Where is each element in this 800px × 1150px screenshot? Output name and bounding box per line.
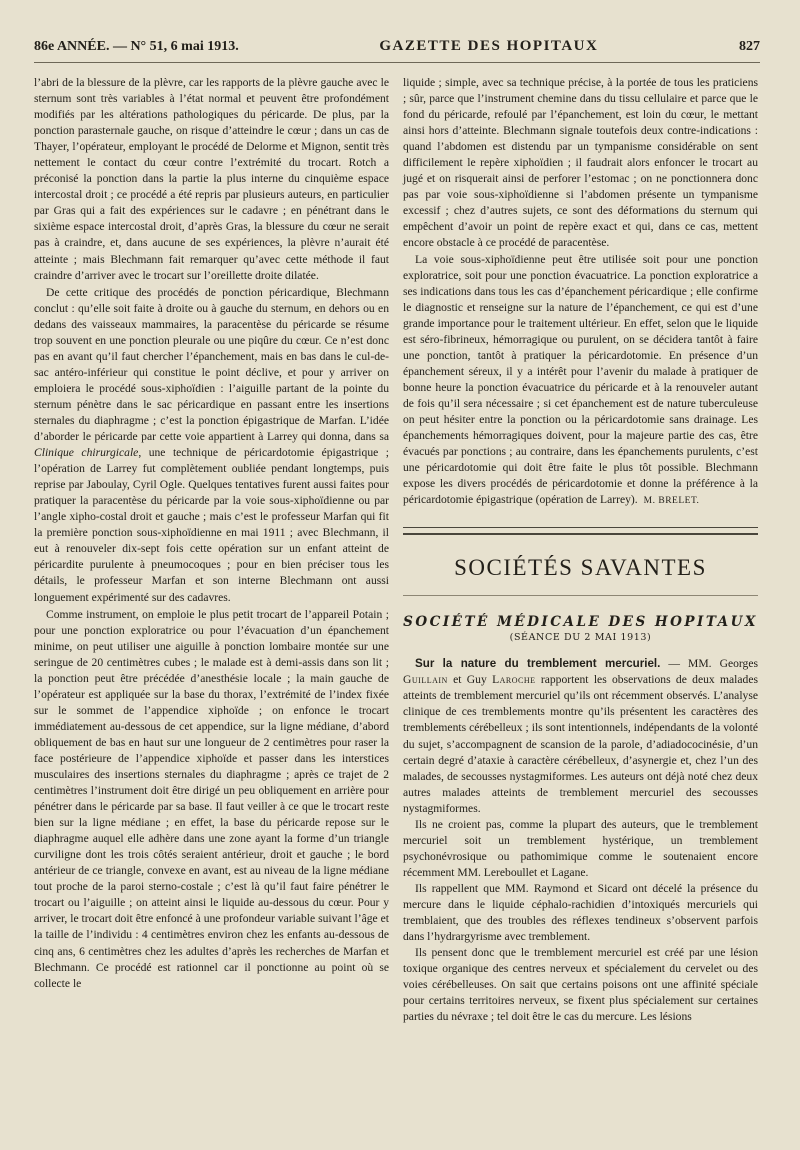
right-column <box>403 75 758 1025</box>
article-heading: Sur la nature du tremblement mercuriel. <box>415 657 661 671</box>
author-name: Laroche <box>492 673 536 687</box>
paragraph: Ils ne croient pas, comme la plupart des auteurs, que le tremblement mercuriel soit un tremblement hystérique, un tremblement psychonévrosique ou pathomimique comme le soutenaient encore récemment MM. Lereboullet et Lagane. <box>403 817 758 879</box>
author-signature: M. BRELET. <box>643 496 700 507</box>
left-column <box>34 75 389 1025</box>
issue-info: 86e ANNÉE. — N° 51, 6 mai 1913. <box>34 39 239 54</box>
page-header <box>34 38 760 63</box>
paragraph: Sur la nature du tremblement mercuriel. — MM. Georges Guillain et Guy Laroche rapportent les observations de deux malades atteints de tremblement mercuriel qu’ils ont récemment observés. L’analyse clinique de ces tremblements montre qu’ils présentent les caractères des tremblements cérébelleux ; ils sont intentionnels, indépendants de la volonté du sujet, s’accompagnent de scansion de la parole, d’adiadococinésie, d’un certain degré d’ataxie à caractère cérébelleux, d’asynergie et, chez l’un des malades, de secousses nystagmiformes. Les auteurs ont déjà noté chez deux autres malades atteints de tremblement mercuriel des secousses nystagmiformes. <box>403 657 759 815</box>
section-divider <box>403 527 758 535</box>
paragraph: liquide ; simple, avec sa technique précise, à la portée de tous les praticiens ; sûr, parce que l’instrument chemine dans du tissu cellulaire et parce que le fond du péricarde, refoulé par l’épanchement, est loin du cœur, le mettant ainsi hors d’atteinte. Blechmann signale toutefois deux contre-indications : quand l’abdomen est distendu par un tympanisme considérable on sent difficilement le repère xiphoïdien ; il faudrait alors enfoncer le trocart au jugé et on risquerait ainsi de perforer l’estomac ; on ne ponctionnera donc pas par voie sous-xiphoïdienne si l’abdomen présente un tympanisme excessif ; chez d’autres sujets, ce sont des déformations du sternum qui empêchent d’avoir un point de repère exact et qui, dans ce cas, mettent encore obstacle à ce procédé de paracentèse. <box>403 76 758 250</box>
paragraph: l’abri de la blessure de la plèvre, car les rapports de la plèvre gauche avec le sternum sont très variables à l’état normal et peuvent être profondément modifiés par les altérations pathologiques du péricarde. De plus, par la ponction parasternale gauche, on risque d’atteindre le cœur ; dans un cas de Thayer, l’opérateur, employant le procédé de Delorme et Mignon, sentit très nettement le contact du cœur contre l’extrémité du trocart. Rotch a préconisé la ponction dans la partie la plus interne du cinquième espace intercostal droit ; ce procédé a été repris par plusieurs auteurs, en particulier par Gras qui a fait des expériences sur le cadavre ; en pénétrant dans le sixième espace intercostal droit, d’après Gras, la blessure du cœur ne serait pas à craindre, et, dans aucune de ses expériences, la plèvre n’aurait été atteinte ; mais Blechmann fait remarquer qu’avec cette méthode il faut craindre d’arriver avec le trocart sur l’oreillette droite dilatée. <box>34 76 389 282</box>
page-number: 827 <box>739 39 760 54</box>
society-title: SOCIÉTÉ MÉDICALE DES HOPITAUX <box>403 614 758 631</box>
paragraph: Ils pensent donc que le tremblement mercuriel est créé par une lésion toxique organique des centres nerveux et spécialement du cervelet ou des voies cérébelleuses. On sait que certains poisons ont une affinité spéciale pour certains territoires nerveux, se fixent plus spécialement sur certaines parties du névraxe ; tel doit être le cas du mercure. Les lésions <box>403 946 758 1024</box>
paragraph: Ils rappellent que MM. Raymond et Sicard ont décelé la présence du mercure dans le liquide céphalo-rachidien d’intoxiqués mercuriels qui tremblaient, que des troubles des réflexes tendineux s’observent parfois dans l’hydrargyrisme avec tremblement. <box>403 881 758 944</box>
session-date: (SÉANCE DU 2 MAI 1913) <box>509 632 652 644</box>
book-title: Clinique chirurgicale <box>34 446 139 460</box>
journal-title: GAZETTE DES HOPITAUX <box>379 38 599 54</box>
section-title: SOCIÉTÉS SAVANTES <box>403 555 758 596</box>
paragraph: Comme instrument, on emploie le plus petit trocart de l’appareil Potain ; pour une ponction exploratrice ou pour l’évacuation d’un épanchement minime, on peut utiliser une aiguille à ponction lombaire montée sur une seringue de 20 centimètres cubes ; le malade est à demi-assis dans son lit ; la ponction peut être précédée d’anesthésie locale ; la main gauche de l’opérateur est appliquée sur la base du thorax, l’extrémité de l’index fixée sur le sommet de l’appendice xiphoïde ; on enfonce le trocart immédiatement au-dessous de cet appendice, sur la ligne médiane, d’abord obliquement de bas en haut sur une longueur de 2 centimètres pour raser la face postérieure de l’appendice xiphoïde et passer dans les interstices musculaires des insertions sternales du diaphragme ; après ce trajet de 2 centimètres l’instrument doit être dirigé un peu obliquement en arrière pour pénétrer dans le péricarde par sa base. Il faut veiller à ce que le trocart reste bien sur la ligne médiane ; en effet, la base du péricarde repose sur le diaphragme auquel elle adhère dans une zone ayant la forme d’un triangle curviligne dont les trois côtés seraient antérieur, droit et gauche ; le bord antérieur de ce triangle, convexe en avant, est au niveau de la ligne médiane tout proche de la paroi sterno-costale ; c’est là qu’il faut faire pénétrer le trocart ou l’aiguille ; on atteint ainsi le liquide au-dessous du cœur. Pour y arriver, le trocart doit être enfoncé à une profondeur variable suivant l’âge et la taille de l’individu : 4 centimètres environ chez les enfants au-dessous de cinq ans, 6 centimètres chez les adultes d’après les recherches de Marfan et Blechmann. Ce procédé est rationnel car il ponctionne au point où se collecte le <box>34 607 389 990</box>
two-column-body <box>34 75 760 1025</box>
paragraph: De cette critique des procédés de ponction péricardique, Blechmann conclut : qu’elle soit faite à droite ou à gauche du sternum, en dehors ou en dedans des vaisseaux mammaires, la paracentèse du péricarde se résume trop souvent en une ponction pleurale ou une piqûre du cœur. Ce n’est donc pas en avant qu’il faut chercher l’épanchement, mais en bas dans le cul-de-sac antéro-inférieur qui constitue le point déclive, et pour y arriver on emploiera le procédé sous-xiphoïdien : l’aiguille partant de la pointe du sternum pénètre dans le sac péricardique en passant entre les insertions sternales du diaphragme ; c’est la ponction épigastrique de Marfan. L’idée d’aborder le péricarde par cette voie appartient à Larrey qui donna, dans sa Clinique chirurgicale, une technique de péricardotomie épigastrique ; l’opération de Larrey fut complètement oubliée pendant longtemps, puis reprise par Jaboulay, Cyril Ogle. Quelques tentatives furent aussi faites pour pratiquer la paracentèse du péricarde par la voie sous-xiphoïdienne ou par l’angle xipho-costal droit et gauche ; mais c’est le professeur Marfan qui fit la première ponction sous-xiphoïdienne en mai 1911 ; avec Blechmann, il eut à renouveler dix-sept fois cette opération sur un enfant atteint de péricardite purulente à pneumocoques ; pour en bien préciser tous les détails, le professeur Marfan et son interne Blechmann ont aussi longuement expérimenté sur des cadavres. <box>34 285 389 604</box>
author-name: Guillain <box>403 673 448 687</box>
paragraph: La voie sous-xiphoïdienne peut être utilisée soit pour une ponction exploratrice, soit pour une ponction évacuatrice. La ponction exploratrice a ses indications dans tous les cas d’épanchement péricardique ; elle confirme le diagnostic et renseigne sur la nature de l’épanchement, ce qui est d’une grande importance pour le traitement ultérieur. En effet, selon que le liquide est séro-fibrineux, hémorragique ou purulent, on se décidera tantôt à faire une ponction, tantôt à pratiquer la péricardotomie. En présence d’un épanchement séreux, il y a intérêt pour l’avenir du malade à pratiquer de bonne heure la ponction évacuatrice du péricarde et à la renouveler autant de fois qu’il sera nécessaire ; si cet épanchement est de nature tuberculeuse on peut hésiter entre la ponction ou la péricardotomie sans drainage. Les épanchements hémorragiques doivent, pour la majeure partie des cas, être évacués par ponctions ; au contraire, dans les épanchements purulents, c’est une péricardotomie qui doit être faite le plus tôt possible. Blechmann expose les divers procédés de péricardotomie et donne la préférence à la péricardotomie épigastrique (opération de Larrey). M. BRELET. <box>403 252 758 507</box>
